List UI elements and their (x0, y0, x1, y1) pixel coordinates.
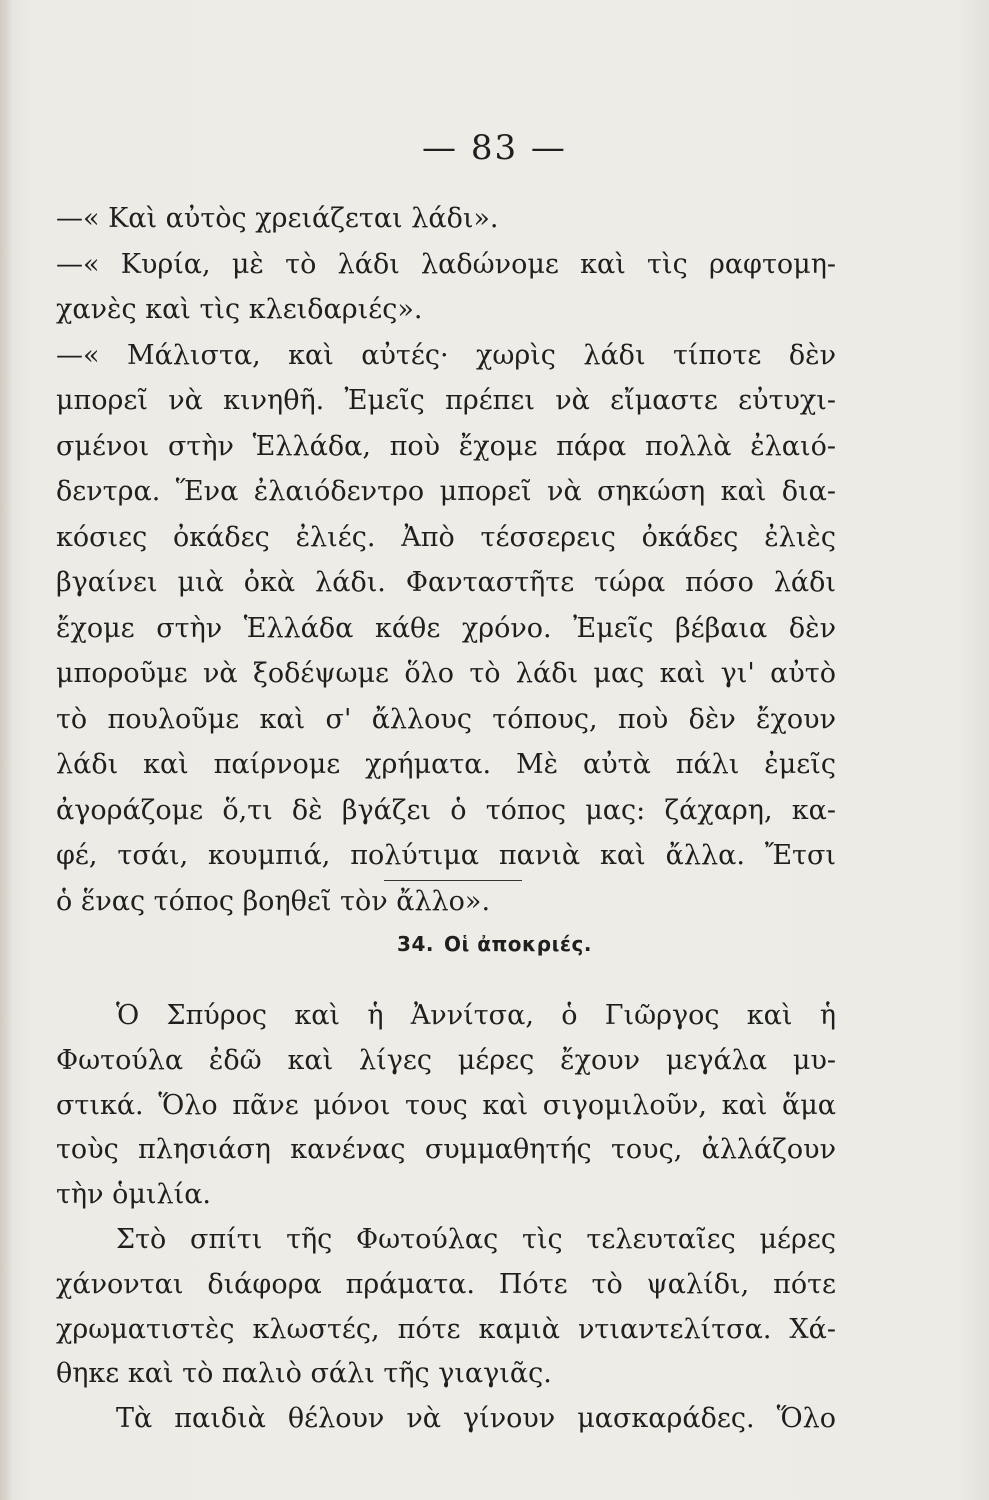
text-line: χανὲς καὶ τὶς κλειδαριές». (56, 294, 423, 325)
narrative-paragraph (56, 994, 836, 1442)
dialogue-paragraph (56, 196, 836, 924)
text-line: στικά. Ὅλο πᾶνε μόνοι τους καὶ σιγομιλοῦν, καὶ ἅμα (56, 1089, 836, 1121)
text-line: λάδι καὶ παίρνομε χρήματα. Μὲ αὐτὰ πάλι ἐμεῖς (56, 749, 836, 780)
section-heading (0, 932, 989, 956)
text-line: —« Κυρία, μὲ τὸ λάδι λαδώνομε καὶ τὶς ραφτομη- (56, 248, 836, 280)
text-line: ἀγοράζομε ὅ,τι δὲ βγάζει ὁ τόπος μας: ζάχαρη, κα- (56, 794, 836, 826)
text-line: —« Καὶ αὐτὸς χρειάζεται λάδι». (56, 203, 499, 234)
text-line: φέ, τσάι, κουμπιά, πολύτιμα πανιὰ καὶ ἄλλα. Ἔτσι (56, 840, 836, 871)
text-line: ὁ ἕνας τόπος βοηθεῖ τὸν ἄλλο». (56, 885, 491, 917)
page-binding-shadow (0, 0, 12, 1500)
page-number: — 83 — (422, 128, 567, 168)
text-line: βγαίνει μιὰ ὀκὰ λάδι. Φανταστῆτε τώρα πόσο λάδι (56, 567, 836, 598)
text-line: τὸ πουλοῦμε καὶ σ' ἄλλους τόπους, ποὺ δὲν ἔχουν (56, 703, 836, 735)
text-line: ἔχομε στὴν Ἑλλάδα κάθε χρόνο. Ἐμεῖς βέβαια δὲν (56, 612, 836, 644)
text-line: μπορεῖ νὰ κινηθῆ. Ἐμεῖς πρέπει νὰ εἴμαστε εὐτυχι- (56, 385, 836, 416)
text-line: χρωματιστὲς κλωστές, πότε καμιὰ ντιαντελίτσα. Χά- (56, 1313, 836, 1345)
text-line: κόσιες ὀκάδες ἐλιές. Ἀπὸ τέσσερεις ὀκάδες ἐλιὲς (56, 521, 836, 553)
section-number: 34. (397, 932, 434, 956)
text-line: δεντρα. Ἕνα ἐλαιόδεντρο μπορεῖ νὰ σηκώση καὶ δια- (56, 476, 836, 507)
text-line: Τὰ παιδιὰ θέλουν νὰ γίνουν μασκαράδες. Ὅλο (116, 1403, 836, 1435)
text-line: Φωτούλα ἐδῶ καὶ λίγες μέρες ἔχουν μεγάλα μυ- (56, 1044, 836, 1076)
text-line: χάνονται διάφορα πράματα. Πότε τὸ ψαλίδι, πότε (56, 1268, 836, 1300)
text-line: Στὸ σπίτι τῆς Φωτούλας τὶς τελευταῖες μέρες (116, 1223, 836, 1255)
section-divider (384, 880, 522, 881)
text-line: —« Μάλιστα, καὶ αὐτές· χωρὶς λάδι τίποτε δὲν (56, 339, 836, 371)
text-line: τὴν ὁμιλία. (56, 1179, 212, 1211)
section-title: Οἱ ἀποκριές. (443, 932, 592, 956)
text-line: θηκε καὶ τὸ παλιὸ σάλι τῆς γιαγιᾶς. (56, 1358, 552, 1390)
text-line: Ὁ Σπύρος καὶ ἡ Ἀννίτσα, ὁ Γιῶργος καὶ ἡ (116, 1000, 836, 1031)
text-line: τοὺς πλησιάση κανένας συμμαθητής τους, ἀλλάζουν (56, 1134, 836, 1166)
text-line: σμένοι στὴν Ἑλλάδα, ποὺ ἔχομε πάρα πολλὰ ἐλαιό- (56, 430, 836, 462)
text-line: μποροῦμε νὰ ξοδέψωμε ὅλο τὸ λάδι μας καὶ γι' αὐτὸ (56, 658, 836, 689)
